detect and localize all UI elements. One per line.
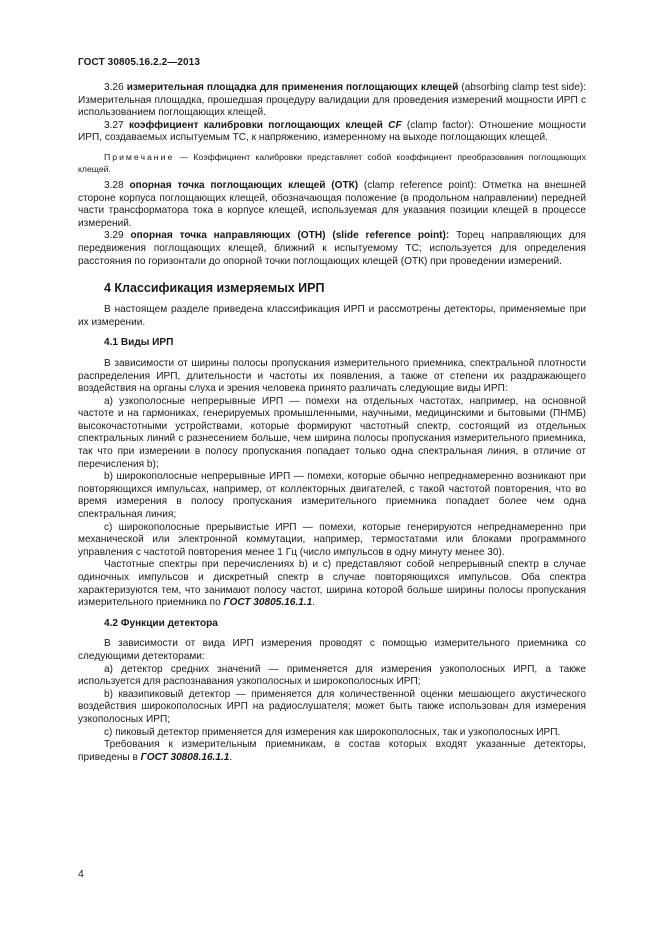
note-text: — Коэффициент калибровки представляет собой коэффициент преобразования поглощающих клещей. [78,151,586,174]
definition-text: Торец направляющих для передвижения поглощающих клещей, ближний к испытуемому ТС; используется для определения расстояния по горизонтали до опорной точки поглощающих клещей (ОТК) при проведении измерений. [78,230,586,267]
definition-symbol: CF [388,119,402,131]
definition-term: коэффициент калибровки поглощающих клещей [128,119,383,131]
subsection-4-2-summary: Требования к измерительным приемникам, в состав которых входят указанные детекторы, приведены в ГОСТ 30808.16.1.1. [78,739,586,763]
page-content [78,82,586,764]
document-header: ГОСТ 30805.16.2.2—2013 [78,57,201,68]
definition-number: 3.27 [104,119,124,131]
definition-text: (clamp reference point): Отметка на внешней стороне корпуса поглощающих клещей, обозначающая положение (в продольном направлении) передней части трансформатора тока в корпусе клещей, используемая для указания позиции клещей в процессе измерений. [78,179,586,229]
list-item-b: b) квазипиковый детектор — применяется для количественной оценки мешающего акустического воздействия широкополосных ИРП на радиослушателя; может быть также использован для измерения узкополосных ИРП; [78,688,586,725]
subsection-4-2-heading: 4.2 Функции детектора [104,617,218,629]
list-item-a: а) узкополосные непрерывные ИРП — помехи на отдельных частотах, например, на основной частоте и на гармониках, генерируемых промышленными, научными, медицинскими и бытовыми (ПНМБ) высокочастотными устройствами, которые формируют частотный спектр, состоящий из отдельных спектральных линий с разнесением больше, чем ширина полосы пропускания измерительного приемника, так что при измерении в полосу пропускания попадает только одна спектральная линия, в отличие от перечисления b); [78,395,586,470]
subsection-4-2-paragraph: В зависимости от вида ИРП измерения проводят с помощью измерительного приемника со следующими детекторами: [78,638,586,662]
note-label: Примечание [104,151,175,162]
subsection-4-1-paragraph: В зависимости от ширины полосы пропускания измерительного приемника, спектральной плотности распределения ИРП, длительности и частоты их появления, а также от степени их раздражающего воздействия на органы слуха и зрения человека принято различать следующие виды ИРП: [78,357,586,395]
definition-3-27 [78,120,586,145]
definition-number: 3.26 [104,82,124,93]
page-number: 4 [78,868,84,880]
definition-term: опорная точка направляющих (ОТН) (slide reference point): [130,230,450,242]
list-item-a: а) детектор средних значений — применяется для измерения узкополосных ИРП, а также используется для распознавания узкополосных и широкополосных ИРП; [78,663,586,688]
list-item-c: c) широкополосные прерывистые ИРП — помехи, которые генерируются непреднамеренно при механической или электронной коммутации, например, термостатами или блоками программного управления с частотой повторения менее 1 Гц (число импульсов в одну минуту менее 30). [78,521,586,558]
subsection-4-1-summary: Частотные спектры при перечислениях b) и c) представляют собой непрерывный спектр в случае одиночных импульсов и дискретный спектр в случае повторяющихся импульсов. Оба спектра характеризуются тем, что занимают полосу частот, ширина которой больше ширины полосы пропускания измерительного приемника по ГОСТ 30805.16.1.1. [78,559,586,609]
note [78,151,586,175]
definition-number: 3.29 [104,230,124,242]
subsection-4-1-heading: 4.1 Виды ИРП [104,337,174,349]
definition-term: измерительная площадка для применения поглощающих клещей [126,82,459,93]
section-4-heading: 4 Классификация измеряемых ИРП [104,281,325,296]
standard-reference: ГОСТ 30808.16.1.1 [140,751,230,763]
section-4-intro: В настоящем разделе приведена классификация ИРП и рассмотрены детекторы, применяемые при их измерении. [78,304,586,328]
definition-3-29 [78,230,586,268]
list-item-c: c) пиковый детектор применяется для измерения как широкополосных, так и узкополосных ИРП. [104,726,561,738]
definition-text: (absorbing clamp test side): Измерительная площадка, прошедшая процедуру валидации для проведения измерений мощности ИРП с использованием поглощающих клещей. [78,82,586,119]
definition-number: 3.28 [104,179,124,191]
definition-text: (clamp factor): Отношение мощности ИРП, создаваемых испытуемым ТС, к напряжению, измеренному на выходе поглощающих клещей. [78,119,587,144]
definition-term: опорная точка поглощающих клещей (ОТК) [129,179,359,191]
definition-3-26 [78,82,586,120]
standard-reference: ГОСТ 30805.16.1.1 [223,597,313,609]
list-item-b: b) широкополосные непрерывные ИРП — помехи, которые обычно непреднамеренно возникают при повторяющихся импульсах, например, от коллекторных двигателей, с такой частотой повторения, что во время измерения в полосу пропускания измерительного приемника попадает более чем одна спектральная линия; [78,471,586,521]
definition-3-28 [78,180,586,230]
